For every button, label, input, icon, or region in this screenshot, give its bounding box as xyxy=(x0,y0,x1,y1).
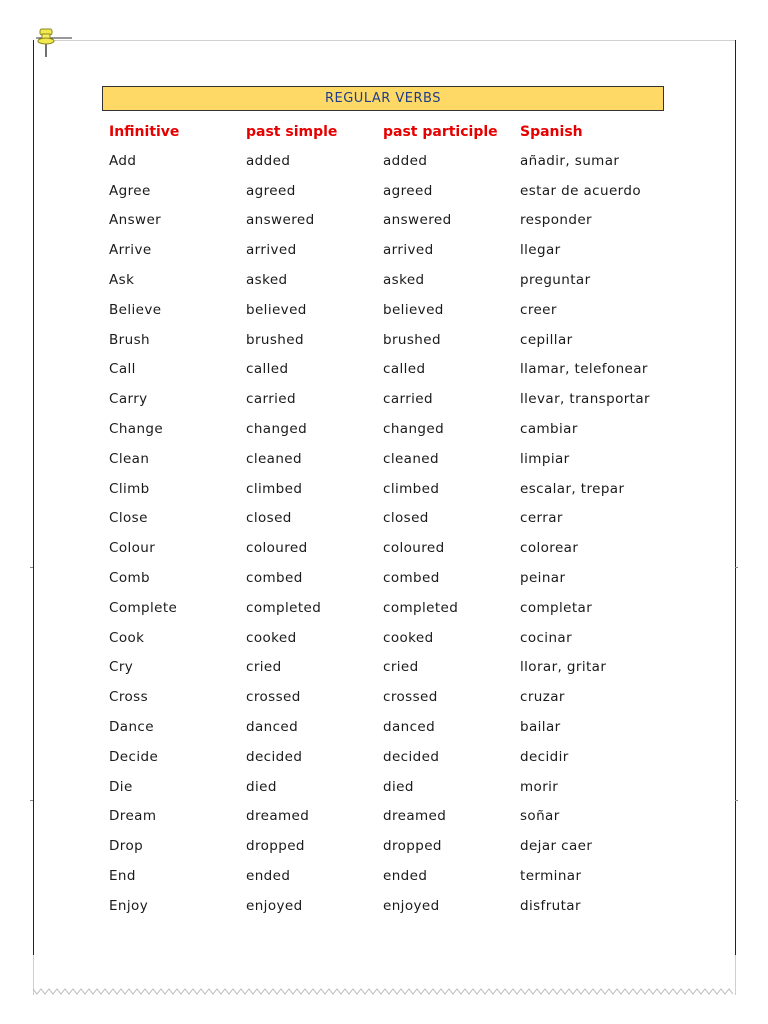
cell-past-participle: answered xyxy=(383,212,452,229)
cell-past-participle: brushed xyxy=(383,331,441,348)
title-bar xyxy=(102,86,664,111)
cell-past-simple: added xyxy=(246,152,291,169)
cell-past-participle: danced xyxy=(383,719,436,736)
table-header-row xyxy=(109,118,669,146)
cell-spanish: completar xyxy=(520,599,593,616)
cell-infinitive: Carry xyxy=(109,391,148,408)
cell-past-simple: cried xyxy=(246,659,282,676)
table-row xyxy=(109,325,669,355)
cell-spanish: cerrar xyxy=(520,510,563,527)
cell-infinitive: Cross xyxy=(109,689,149,706)
left-margin-tick xyxy=(30,800,33,801)
cell-infinitive: Colour xyxy=(109,540,156,557)
cell-spanish: peinar xyxy=(520,570,566,587)
cell-infinitive: Brush xyxy=(109,331,150,348)
cell-past-simple: agreed xyxy=(246,182,296,199)
cell-spanish: cepillar xyxy=(520,331,573,348)
cell-past-simple: arrived xyxy=(246,242,297,259)
cell-spanish: llorar, gritar xyxy=(520,659,607,676)
cell-past-participle: asked xyxy=(383,272,425,289)
verb-rows xyxy=(109,146,669,921)
cell-spanish: añadir, sumar xyxy=(520,152,620,169)
cell-past-participle: decided xyxy=(383,748,440,765)
cell-past-simple: crossed xyxy=(246,689,301,706)
cell-past-simple: changed xyxy=(246,421,308,438)
cell-past-participle: changed xyxy=(383,421,445,438)
header-past-participle: past participle xyxy=(383,124,498,140)
right-margin-tick xyxy=(735,567,738,568)
cell-spanish: llevar, transportar xyxy=(520,391,651,408)
cell-past-simple: believed xyxy=(246,301,307,318)
cell-spanish: estar de acuerdo xyxy=(520,182,642,199)
table-row xyxy=(109,295,669,325)
table-row xyxy=(109,593,669,623)
cell-spanish: decidir xyxy=(520,748,569,765)
cell-spanish: morir xyxy=(520,778,559,795)
cell-infinitive: Comb xyxy=(109,570,151,587)
cell-past-participle: cooked xyxy=(383,629,434,646)
page-top-border xyxy=(46,40,736,41)
cell-past-simple: cooked xyxy=(246,629,297,646)
table-row xyxy=(109,235,669,265)
cell-past-participle: crossed xyxy=(383,689,438,706)
cell-spanish: cruzar xyxy=(520,689,565,706)
cell-spanish: disfrutar xyxy=(520,897,581,914)
table-row xyxy=(109,891,669,921)
cell-past-simple: danced xyxy=(246,719,299,736)
cell-infinitive: Complete xyxy=(109,599,178,616)
cell-past-simple: combed xyxy=(246,570,303,587)
cell-spanish: soñar xyxy=(520,808,560,825)
cell-past-participle: agreed xyxy=(383,182,433,199)
cell-infinitive: Add xyxy=(109,152,137,169)
cell-infinitive: Decide xyxy=(109,748,159,765)
cell-infinitive: Change xyxy=(109,421,164,438)
cell-spanish: limpiar xyxy=(520,450,570,467)
table-row xyxy=(109,682,669,712)
cell-spanish: terminar xyxy=(520,868,582,885)
cell-past-simple: dropped xyxy=(246,838,305,855)
cell-infinitive: Agree xyxy=(109,182,151,199)
cell-spanish: dejar caer xyxy=(520,838,593,855)
cell-past-simple: decided xyxy=(246,748,303,765)
cell-infinitive: Enjoy xyxy=(109,897,149,914)
cell-past-simple: coloured xyxy=(246,540,308,557)
table-row xyxy=(109,772,669,802)
cell-spanish: preguntar xyxy=(520,272,591,289)
cell-infinitive: Ask xyxy=(109,272,135,289)
cell-past-simple: died xyxy=(246,778,277,795)
left-margin-tick xyxy=(30,567,33,568)
page-left-border xyxy=(33,40,34,955)
table-row xyxy=(109,355,669,385)
cell-past-participle: arrived xyxy=(383,242,434,259)
cell-past-simple: completed xyxy=(246,599,322,616)
cell-past-participle: ended xyxy=(383,868,428,885)
cell-past-participle: combed xyxy=(383,570,440,587)
cell-infinitive: Dream xyxy=(109,808,157,825)
cell-spanish: escalar, trepar xyxy=(520,480,625,497)
table-row xyxy=(109,802,669,832)
table-row xyxy=(109,146,669,176)
table-row xyxy=(109,712,669,742)
cell-past-simple: dreamed xyxy=(246,808,310,825)
cell-past-simple: answered xyxy=(246,212,315,229)
cell-past-simple: cleaned xyxy=(246,450,302,467)
table-row xyxy=(109,206,669,236)
cell-past-simple: ended xyxy=(246,868,291,885)
table-row xyxy=(109,384,669,414)
cell-past-participle: added xyxy=(383,152,428,169)
cell-infinitive: Believe xyxy=(109,301,162,318)
cell-past-participle: cleaned xyxy=(383,450,439,467)
table-row xyxy=(109,563,669,593)
cell-past-simple: carried xyxy=(246,391,296,408)
cell-past-participle: believed xyxy=(383,301,444,318)
cell-past-participle: closed xyxy=(383,510,429,527)
cell-past-participle: enjoyed xyxy=(383,897,440,914)
cell-infinitive: Call xyxy=(109,361,136,378)
table-row xyxy=(109,623,669,653)
page-right-border xyxy=(735,40,736,955)
cell-spanish: cambiar xyxy=(520,421,578,438)
table-row xyxy=(109,831,669,861)
table-row xyxy=(109,474,669,504)
cell-past-participle: dropped xyxy=(383,838,442,855)
cell-infinitive: Climb xyxy=(109,480,150,497)
cell-past-simple: closed xyxy=(246,510,292,527)
cell-spanish: colorear xyxy=(520,540,579,557)
cell-past-simple: asked xyxy=(246,272,288,289)
table-row xyxy=(109,504,669,534)
cell-past-simple: climbed xyxy=(246,480,303,497)
table-row xyxy=(109,414,669,444)
cell-past-participle: carried xyxy=(383,391,433,408)
cell-spanish: responder xyxy=(520,212,593,229)
cell-infinitive: Clean xyxy=(109,450,150,467)
header-past-simple: past simple xyxy=(246,124,338,140)
table-row xyxy=(109,265,669,295)
header-infinitive: Infinitive xyxy=(109,124,180,140)
header-spanish: Spanish xyxy=(520,124,583,140)
table-row xyxy=(109,444,669,474)
cell-spanish: bailar xyxy=(520,719,561,736)
cell-past-simple: called xyxy=(246,361,289,378)
cell-infinitive: Die xyxy=(109,778,133,795)
cell-past-participle: coloured xyxy=(383,540,445,557)
cell-past-participle: died xyxy=(383,778,414,795)
verb-table xyxy=(109,118,669,921)
cell-spanish: llegar xyxy=(520,242,561,259)
cell-past-participle: climbed xyxy=(383,480,440,497)
cell-infinitive: End xyxy=(109,868,136,885)
cell-infinitive: Dance xyxy=(109,719,154,736)
table-row xyxy=(109,176,669,206)
cell-past-participle: completed xyxy=(383,599,459,616)
right-margin-tick xyxy=(735,800,738,801)
table-row xyxy=(109,861,669,891)
cell-infinitive: Answer xyxy=(109,212,162,229)
cell-infinitive: Close xyxy=(109,510,148,527)
cell-infinitive: Cook xyxy=(109,629,145,646)
table-row xyxy=(109,742,669,772)
cell-spanish: cocinar xyxy=(520,629,573,646)
cell-past-simple: enjoyed xyxy=(246,897,303,914)
cell-spanish: creer xyxy=(520,301,557,318)
cell-infinitive: Cry xyxy=(109,659,134,676)
cell-infinitive: Drop xyxy=(109,838,144,855)
table-row xyxy=(109,533,669,563)
page-title: REGULAR VERBS xyxy=(324,91,442,106)
cell-past-participle: called xyxy=(383,361,426,378)
pushpin-icon xyxy=(30,26,74,62)
cell-past-participle: cried xyxy=(383,659,419,676)
torn-edge-zigzag xyxy=(33,985,736,999)
table-row xyxy=(109,653,669,683)
cell-spanish: llamar, telefonear xyxy=(520,361,648,378)
cell-past-participle: dreamed xyxy=(383,808,447,825)
cell-past-simple: brushed xyxy=(246,331,304,348)
cell-infinitive: Arrive xyxy=(109,242,152,259)
